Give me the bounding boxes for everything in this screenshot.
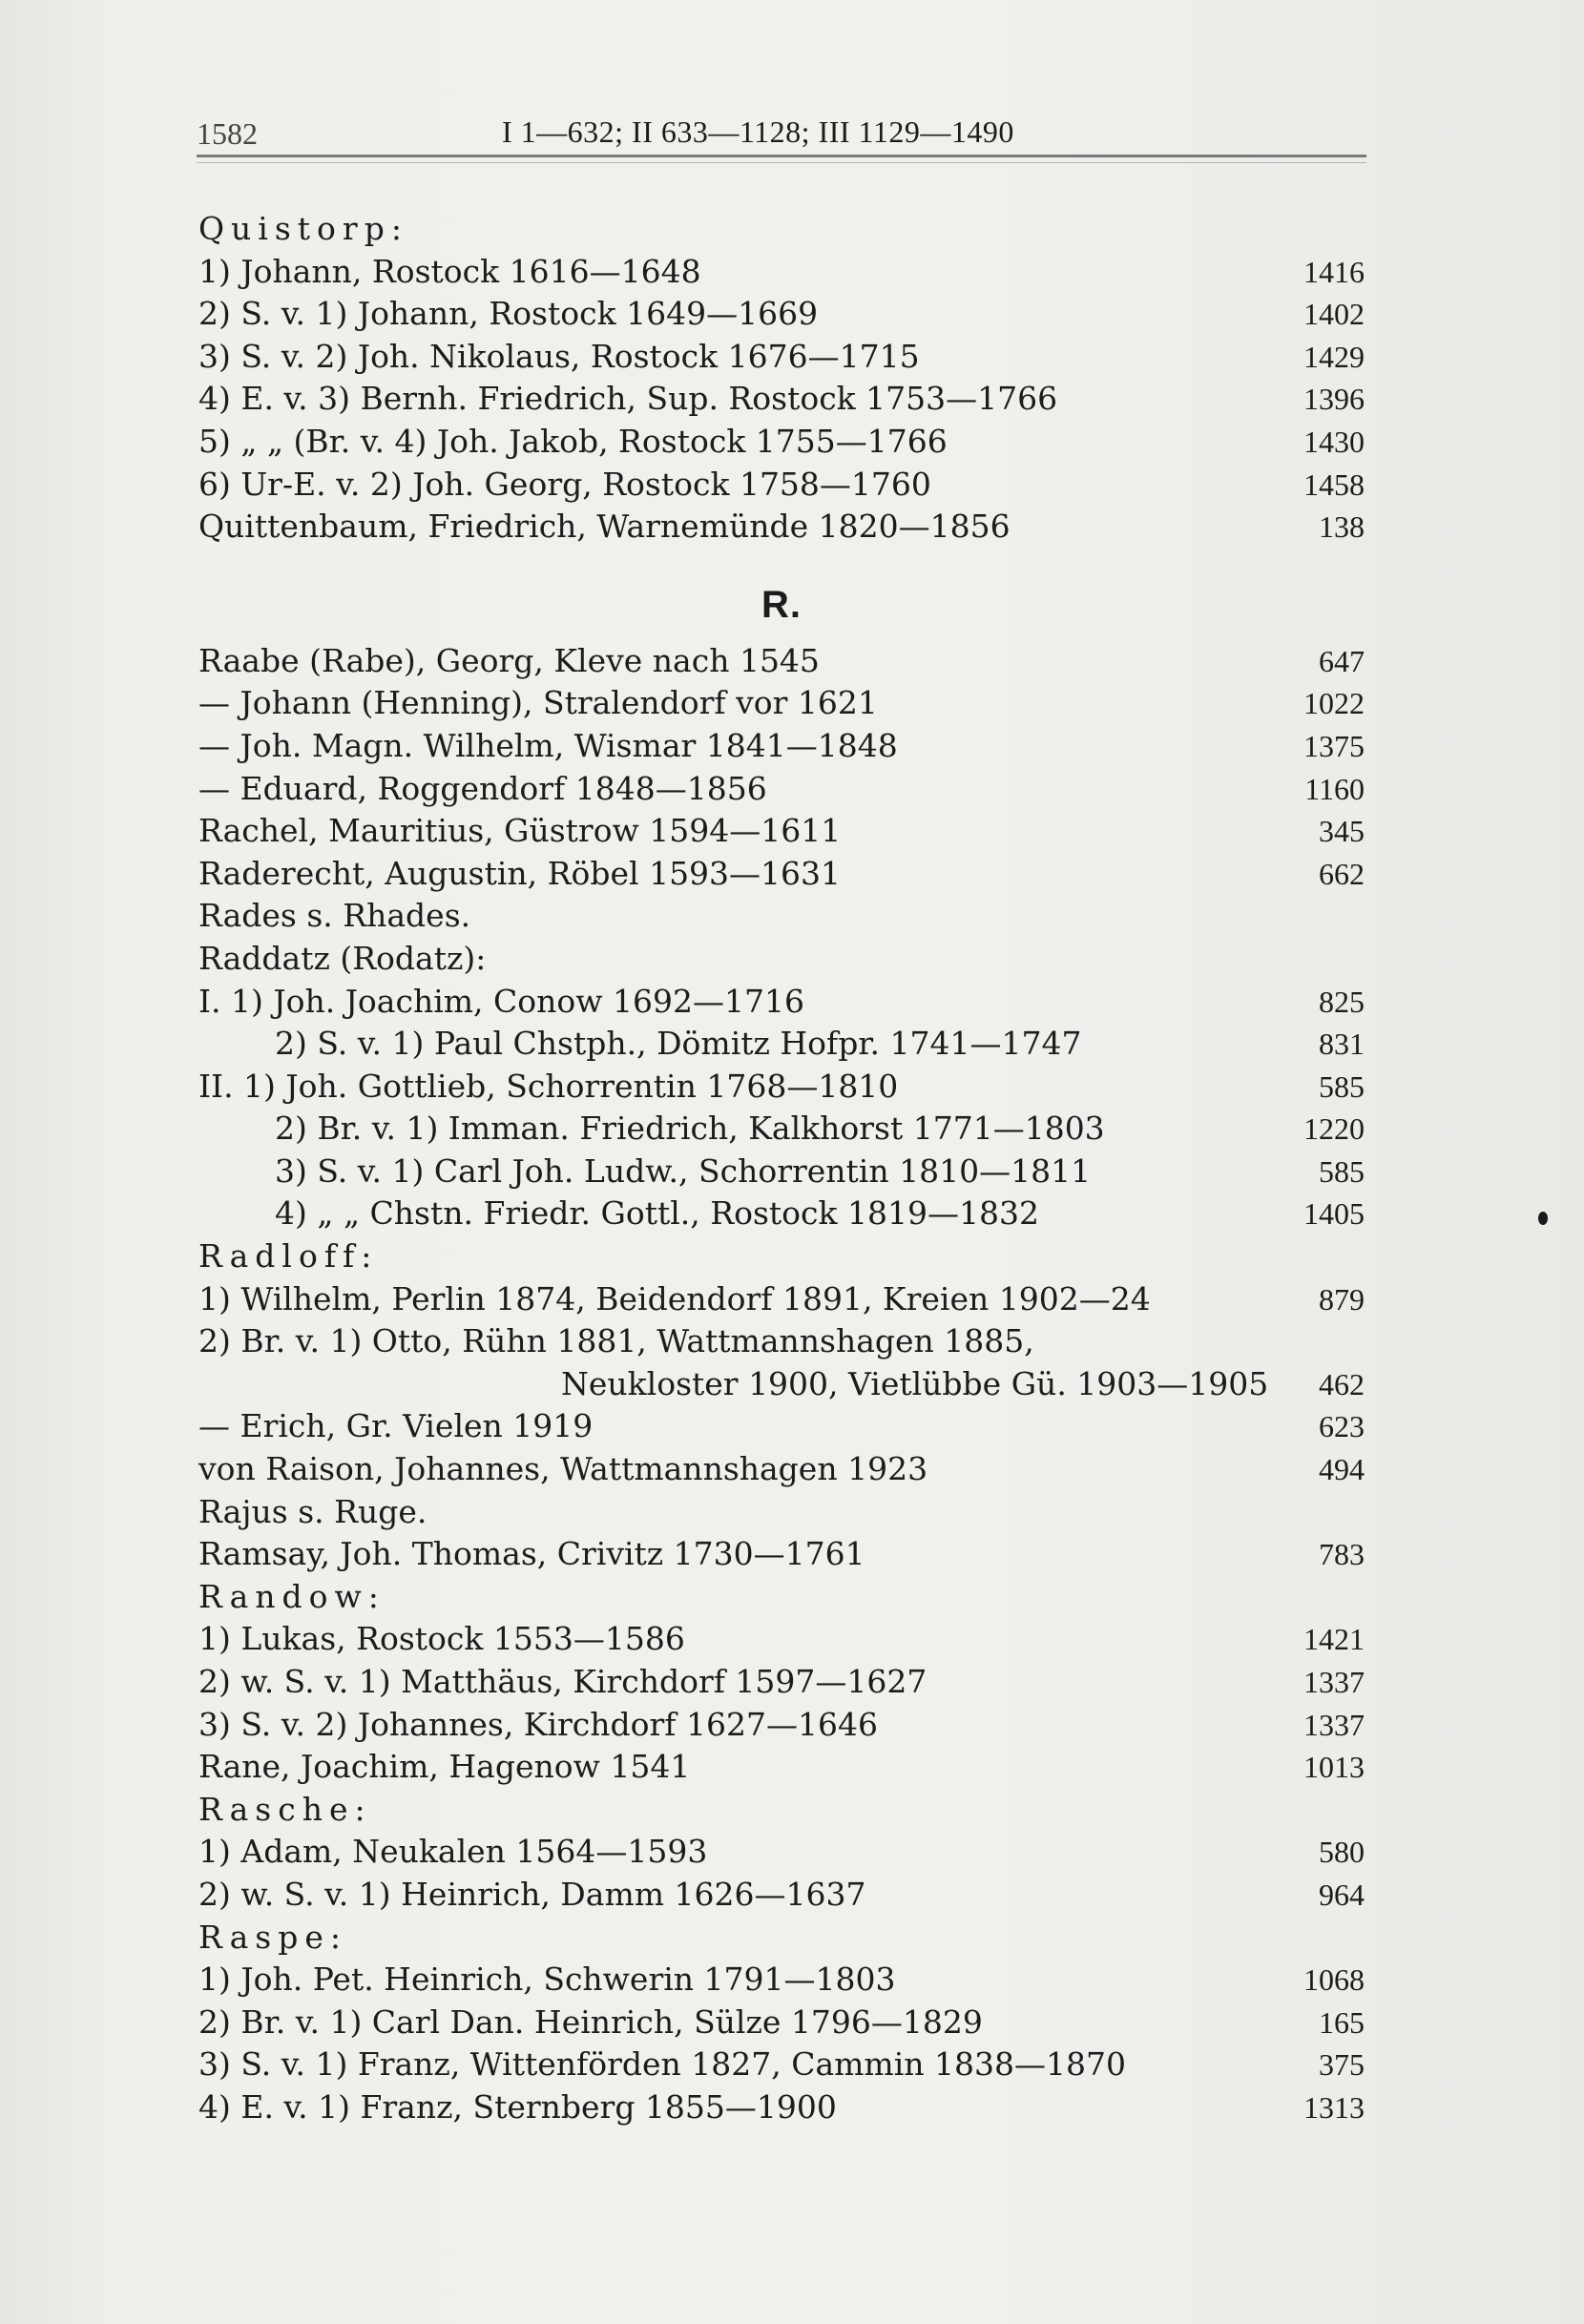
register-entry bbox=[198, 293, 1365, 336]
entry-number: 1313 bbox=[1303, 2089, 1365, 2125]
entry-text: 1) Johann, Rostock 1616—1648 bbox=[198, 252, 701, 290]
entry-number: 623 bbox=[1319, 1409, 1365, 1444]
register-entry bbox=[198, 378, 1365, 421]
entry-text: 2) w. S. v. 1) Matthäus, Kirchdorf 1597—1627 bbox=[198, 1663, 927, 1700]
entry-number: 585 bbox=[1319, 1153, 1365, 1189]
register-entry bbox=[198, 1108, 1365, 1151]
entry-text: 4) „ „ Chstn. Friedr. Gottl., Rostock 1819—1832 bbox=[275, 1194, 1039, 1233]
register-entry bbox=[198, 1661, 1365, 1704]
register-entry bbox=[198, 1533, 1365, 1576]
register-entry bbox=[198, 1235, 1365, 1278]
entry-number: 1068 bbox=[1303, 1962, 1365, 1998]
entry-number: 879 bbox=[1319, 1281, 1365, 1317]
entry-text: Randow: bbox=[198, 1577, 386, 1615]
entry-text: Raddatz (Rodatz): bbox=[198, 939, 487, 977]
register-entry bbox=[198, 1363, 1365, 1406]
register-entry bbox=[198, 1704, 1365, 1747]
register-entry bbox=[198, 1066, 1365, 1109]
entry-number: 138 bbox=[1319, 509, 1365, 545]
register-entry bbox=[198, 2086, 1365, 2129]
register-list bbox=[198, 208, 1365, 2129]
register-entry bbox=[198, 1917, 1365, 1960]
entry-number: 494 bbox=[1319, 1452, 1365, 1487]
entry-text: — Erich, Gr. Vielen 1919 bbox=[198, 1407, 594, 1445]
register-entry bbox=[198, 1831, 1365, 1874]
register-entry bbox=[198, 421, 1365, 464]
register-entry bbox=[198, 336, 1365, 379]
section-letter bbox=[198, 549, 1365, 640]
entry-text: Ramsay, Joh. Thomas, Crivitz 1730—1761 bbox=[198, 1535, 865, 1573]
entry-text: 4) E. v. 3) Bernh. Friedrich, Sup. Rostock 1753—1766 bbox=[198, 380, 1058, 418]
entry-number: 1375 bbox=[1303, 728, 1365, 763]
register-entry bbox=[198, 895, 1365, 938]
entry-text: — Joh. Magn. Wilhelm, Wismar 1841—1848 bbox=[198, 726, 898, 764]
margin-mark bbox=[1538, 1212, 1548, 1225]
entry-number: 1458 bbox=[1303, 467, 1365, 502]
entry-number: 1337 bbox=[1303, 1665, 1365, 1699]
entry-text: 2) S. v. 1) Johann, Rostock 1649—1669 bbox=[198, 295, 819, 333]
register-entry bbox=[198, 1959, 1365, 2002]
volume-range: I 1—632; II 633—1128; III 1129—1490 bbox=[502, 114, 1014, 149]
entry-text: II. 1) Joh. Gottlieb, Schorrentin 1768—1810 bbox=[198, 1067, 899, 1105]
entry-text: 3) S. v. 1) Franz, Wittenförden 1827, Cammin 1838—1870 bbox=[198, 2045, 1126, 2084]
entry-number: 1421 bbox=[1303, 1622, 1365, 1657]
entry-text: Rane, Joachim, Hagenow 1541 bbox=[198, 1748, 691, 1786]
register-entry bbox=[198, 2002, 1365, 2044]
entry-text: 5) „ „ (Br. v. 4) Joh. Jakob, Rostock 1755—1766 bbox=[198, 422, 948, 460]
register-entry bbox=[198, 1278, 1365, 1321]
header-rule bbox=[197, 155, 1366, 157]
entry-text: 1) Joh. Pet. Heinrich, Schwerin 1791—1803 bbox=[198, 1961, 896, 1999]
entry-text: von Raison, Johannes, Wattmannshagen 1923 bbox=[198, 1450, 928, 1488]
register-entry bbox=[198, 1491, 1365, 1534]
entry-number: 831 bbox=[1319, 1027, 1365, 1062]
entry-number: 345 bbox=[1319, 814, 1365, 849]
header-rule-thin bbox=[197, 162, 1366, 163]
entry-number: 580 bbox=[1319, 1835, 1365, 1870]
entry-text: Raabe (Rabe), Georg, Kleve nach 1545 bbox=[198, 641, 820, 679]
entry-number: 1220 bbox=[1303, 1111, 1365, 1147]
register-entry bbox=[198, 682, 1365, 725]
register-entry bbox=[198, 1023, 1365, 1066]
register-entry bbox=[198, 981, 1365, 1024]
entry-text: — Johann (Henning), Stralendorf vor 1621 bbox=[198, 684, 878, 722]
entry-text: 2) Br. v. 1) Imman. Friedrich, Kalkhorst 1771—1803 bbox=[275, 1110, 1105, 1148]
entry-text: Quistorp: bbox=[198, 210, 408, 247]
entry-number: 585 bbox=[1319, 1069, 1365, 1104]
entry-text: Quittenbaum, Friedrich, Warnemünde 1820—1856 bbox=[198, 508, 1011, 546]
register-entry bbox=[198, 1618, 1365, 1661]
register-entry bbox=[198, 640, 1365, 683]
entry-text: 2) Br. v. 1) Otto, Rühn 1881, Wattmannshagen 1885, bbox=[198, 1322, 1034, 1360]
entry-text: 1) Adam, Neukalen 1564—1593 bbox=[198, 1833, 708, 1871]
entry-text: 2) w. S. v. 1) Heinrich, Damm 1626—1637 bbox=[198, 1875, 866, 1913]
register-entry bbox=[198, 1746, 1365, 1789]
entry-number: 1022 bbox=[1303, 686, 1365, 721]
entry-text: Neukloster 1900, Vietlübbe Gü. 1903—1905 bbox=[561, 1364, 1269, 1402]
entry-number: 1013 bbox=[1303, 1750, 1365, 1785]
entry-number: 1429 bbox=[1303, 339, 1365, 374]
entry-number: 1430 bbox=[1303, 424, 1365, 459]
entry-number: 375 bbox=[1319, 2047, 1365, 2083]
register-entry bbox=[198, 1576, 1365, 1619]
register-entry bbox=[198, 1193, 1365, 1235]
entry-text: Radloff: bbox=[198, 1237, 379, 1276]
entry-number: 964 bbox=[1319, 1877, 1365, 1912]
entry-number: 1160 bbox=[1304, 771, 1365, 806]
entry-text: 2) Br. v. 1) Carl Dan. Heinrich, Sülze 1796—1829 bbox=[198, 2002, 983, 2041]
entry-text: 4) E. v. 1) Franz, Sternberg 1855—1900 bbox=[198, 2087, 837, 2126]
entry-text: R. bbox=[761, 583, 802, 626]
entry-text: Rades s. Rhades. bbox=[198, 897, 471, 935]
register-entry bbox=[198, 2044, 1365, 2086]
register-entry bbox=[198, 810, 1365, 853]
entry-number: 783 bbox=[1319, 1537, 1365, 1572]
entry-text: Raderecht, Augustin, Röbel 1593—1631 bbox=[198, 854, 842, 892]
register-entry bbox=[198, 1448, 1365, 1491]
register-entry bbox=[198, 1320, 1365, 1363]
register-entry bbox=[198, 1789, 1365, 1832]
entry-number: 1402 bbox=[1303, 297, 1365, 332]
register-entry bbox=[198, 506, 1365, 549]
register-entry bbox=[198, 251, 1365, 294]
entry-text: Raspe: bbox=[198, 1918, 347, 1956]
register-entry bbox=[198, 938, 1365, 981]
entry-number: 1416 bbox=[1303, 254, 1365, 289]
entry-text: 3) S. v. 2) Joh. Nikolaus, Rostock 1676—1715 bbox=[198, 337, 920, 375]
entry-text: Rajus s. Ruge. bbox=[198, 1492, 427, 1530]
register-entry bbox=[198, 464, 1365, 507]
register-entry bbox=[198, 1874, 1365, 1917]
entry-text: 3) S. v. 2) Johannes, Kirchdorf 1627—1646 bbox=[198, 1705, 878, 1743]
entry-text: — Eduard, Roggendorf 1848—1856 bbox=[198, 769, 767, 807]
entry-text: Rasche: bbox=[198, 1790, 372, 1828]
entry-text: 2) S. v. 1) Paul Chstph., Dömitz Hofpr. 1741—1747 bbox=[275, 1025, 1082, 1063]
entry-number: 1396 bbox=[1303, 382, 1365, 417]
entry-number: 662 bbox=[1319, 856, 1365, 891]
register-entry bbox=[198, 725, 1365, 768]
entry-text: 3) S. v. 1) Carl Joh. Ludw., Schorrentin 1810—1811 bbox=[275, 1152, 1092, 1190]
entry-number: 462 bbox=[1319, 1366, 1365, 1401]
entry-number: 1405 bbox=[1303, 1196, 1365, 1232]
register-entry bbox=[198, 208, 1365, 251]
entry-text: I. 1) Joh. Joachim, Conow 1692—1716 bbox=[198, 982, 804, 1020]
entry-number: 1337 bbox=[1303, 1707, 1365, 1742]
entry-text: 1) Lukas, Rostock 1553—1586 bbox=[198, 1620, 685, 1658]
page-number: 1582 bbox=[197, 116, 258, 151]
register-entry bbox=[198, 1151, 1365, 1193]
entry-number: 825 bbox=[1319, 984, 1365, 1019]
register-entry bbox=[198, 853, 1365, 896]
entry-number: 647 bbox=[1319, 643, 1365, 678]
register-entry bbox=[198, 768, 1365, 811]
register-entry bbox=[198, 1405, 1365, 1448]
entry-text: 6) Ur-E. v. 2) Joh. Georg, Rostock 1758—1760 bbox=[198, 465, 931, 503]
running-header bbox=[197, 113, 1365, 156]
entry-number: 165 bbox=[1319, 2004, 1365, 2040]
entry-text: Rachel, Mauritius, Güstrow 1594—1611 bbox=[198, 812, 842, 850]
entry-text: 1) Wilhelm, Perlin 1874, Beidendorf 1891, Kreien 1902—24 bbox=[198, 1279, 1151, 1318]
